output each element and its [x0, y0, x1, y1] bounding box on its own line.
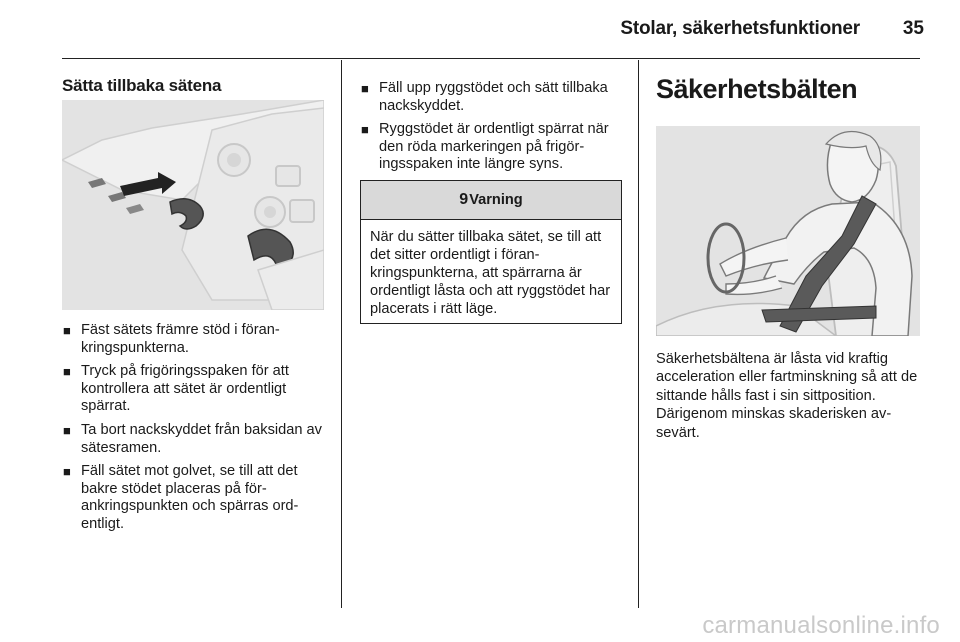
page-header-title: Stolar, säkerhetsfunktioner	[620, 18, 860, 39]
list-item	[62, 322, 328, 357]
header-rule	[62, 58, 920, 59]
left-instruction-list	[62, 322, 328, 540]
section-heading-seatbelts: Säkerhetsbälten	[656, 74, 858, 104]
section-heading: Sätta tillbaka sätena	[62, 76, 222, 95]
list-item-text: Ta bort nackskyddet från baksidan av sätesramen.	[81, 421, 322, 456]
bullet-mark: ■	[63, 464, 71, 480]
column-divider-left	[341, 60, 342, 608]
bullet-mark: ■	[361, 122, 369, 138]
bullet-mark: ■	[63, 364, 71, 380]
middle-instruction-list	[360, 80, 628, 180]
list-item-text: Fäst sätets främre stöd i föran-kringspunkterna.	[81, 322, 280, 356]
list-item	[360, 121, 628, 174]
warning-icon: 9	[459, 191, 469, 208]
page-number: 35	[902, 18, 924, 39]
warning-title: Varning	[469, 192, 523, 208]
bullet-mark: ■	[63, 422, 71, 438]
list-item-text: Fäll sätet mot golvet, se till att det bakre stödet placeras på för-ankringspunkten och spärras ord-entligt.	[81, 463, 299, 532]
list-item	[62, 422, 328, 457]
seat-anchor-illustration	[62, 100, 324, 310]
list-item	[62, 463, 328, 533]
warning-text: När du sätter tillbaka sätet, se till att det sitter ordentligt i föran-kringspunkterna, att spärrarna är ordentligt låsta och att ryggstödet har placerats i rätt läge.	[370, 229, 611, 317]
column-divider-right	[638, 60, 639, 608]
warning-box	[360, 180, 622, 324]
list-item-text: Ryggstödet är ordentligt spärrat när den röda markeringen på frigör-ingsspaken inte längre syns.	[379, 121, 609, 173]
bullet-mark: ■	[63, 323, 71, 338]
bullet-mark: ■	[361, 81, 369, 96]
seatbelt-description: Säkerhetsbältena är låsta vid kraftig acceleration eller fartminskning så att de sittande hålls fast i sin sittposition. Därigenom minskas skaderisken av-sevärt.	[656, 351, 918, 441]
seatbelt-driver-illustration	[656, 126, 920, 336]
warning-header	[361, 181, 621, 220]
list-item	[62, 363, 328, 416]
list-item-text: Tryck på frigöringsspaken för att kontrollera att sätet är ordentligt spärrat.	[81, 363, 289, 415]
list-item	[360, 80, 628, 115]
watermark: carmanualsonline.info	[702, 612, 940, 639]
list-item-text: Fäll upp ryggstödet och sätt tillbaka nackskyddet.	[379, 80, 608, 114]
